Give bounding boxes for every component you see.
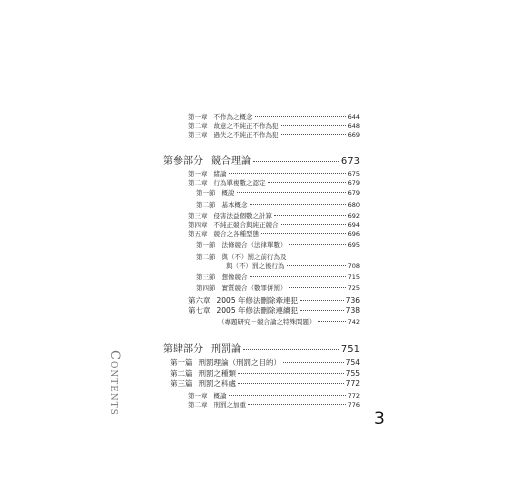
- toc-entry: [188, 220, 360, 229]
- toc-entry-title: 概論: [213, 392, 227, 400]
- toc-entry: [196, 283, 360, 292]
- toc-entry-title: 刑罰論: [211, 344, 241, 355]
- toc-entry: [163, 152, 360, 167]
- toc-entry-label: 第二節: [196, 201, 216, 209]
- toc-entry: [188, 305, 360, 316]
- toc-entry-label: 第肆部分: [163, 344, 203, 355]
- toc-entry: [196, 261, 360, 270]
- toc-entry-title: 刑罰之種類: [198, 369, 236, 378]
- dot-leader: [243, 349, 339, 350]
- toc-entry-title: （專題研究－競合論之特殊問題）: [218, 318, 316, 326]
- toc-entry-page: 669: [347, 131, 360, 139]
- toc-entry-label: 第一篇: [170, 358, 193, 367]
- toc-entry: [188, 112, 360, 121]
- toc-entry: [170, 378, 360, 389]
- toc-entry-label: 第四章: [188, 221, 208, 229]
- toc-entry-label: 第七章: [188, 306, 211, 315]
- toc-entry-label: 第五章: [188, 230, 208, 238]
- toc-entry-title: 與（不）罰之後行為: [226, 262, 285, 270]
- toc-entry-title: 刑罰理論（刑罰之目的）: [198, 358, 281, 367]
- toc-entry-page: 648: [347, 122, 360, 130]
- toc-entry-title: 想像競合: [221, 273, 248, 281]
- toc-entry-page: 679: [347, 179, 360, 187]
- toc-entry-page: 754: [345, 358, 360, 367]
- toc-entry-title: 侵害法益個數之計算: [213, 212, 272, 220]
- toc-entry-page: 696: [347, 230, 360, 238]
- toc-entry-label: 第一章: [188, 170, 208, 178]
- toc-entry-title: 實質競合（數罪併罰）: [221, 284, 287, 292]
- toc-entry-page: 692: [347, 212, 360, 220]
- toc-entry-label: 第二篇: [170, 369, 193, 378]
- dot-leader: [281, 134, 346, 135]
- toc-entry-page: 772: [345, 379, 360, 388]
- dot-leader: [250, 204, 346, 205]
- dot-leader: [318, 321, 346, 322]
- contents-side-label: Contents: [107, 350, 122, 416]
- toc-entry-label: 第三章: [188, 131, 208, 139]
- toc-entry: [163, 340, 360, 355]
- toc-entry-label: 第二章: [188, 122, 208, 130]
- toc-entry-label: 第二章: [188, 401, 208, 409]
- toc-entry-page: 725: [347, 284, 360, 292]
- dot-leader: [261, 233, 346, 234]
- toc-entry-page: 772: [347, 392, 360, 400]
- toc-entry-title: 基本概念: [221, 201, 248, 209]
- dot-leader: [300, 300, 344, 301]
- dot-leader: [253, 161, 339, 162]
- toc-entry-page: 776: [347, 401, 360, 409]
- toc-entry-label: 第三節: [196, 273, 216, 281]
- toc-entry-page: 755: [345, 369, 360, 378]
- toc-entry: [188, 178, 360, 187]
- toc-entry-title: 2005 年修法刪除牽連犯: [216, 296, 298, 305]
- toc-entry: [196, 240, 360, 249]
- dot-leader: [229, 173, 346, 174]
- toc-entry: [196, 252, 360, 261]
- dot-leader: [229, 395, 346, 396]
- toc-entry-page: 694: [347, 221, 360, 229]
- toc-entry-page: 708: [347, 262, 360, 270]
- dot-leader: [281, 224, 346, 225]
- toc-entry-title: 緒論: [213, 170, 227, 178]
- toc-entry: [196, 272, 360, 281]
- toc-entry-title: 故意之不純正不作為犯: [213, 122, 279, 130]
- toc-entry-label: 第三章: [188, 212, 208, 220]
- toc-entry: [188, 400, 360, 409]
- toc-entry-page: 742: [347, 318, 360, 326]
- dot-leader: [289, 287, 346, 288]
- dot-leader: [255, 116, 346, 117]
- toc-entry-page: 738: [345, 306, 360, 315]
- dot-leader: [287, 265, 346, 266]
- toc-entry-title: 刑罰之加重: [213, 401, 246, 409]
- toc-entry-page: 751: [340, 344, 360, 355]
- toc-entry-label: 第一節: [196, 189, 216, 197]
- dot-leader: [238, 373, 344, 374]
- toc-entry: [170, 357, 360, 368]
- toc-entry-page: 736: [345, 296, 360, 305]
- toc-entry-label: 第三篇: [170, 379, 193, 388]
- dot-leader: [289, 244, 346, 245]
- toc-entry-page: 695: [347, 241, 360, 249]
- dot-leader: [248, 404, 346, 405]
- toc-entry: [188, 229, 360, 238]
- toc-entry-label: 第二節: [196, 253, 216, 261]
- toc-entry: [188, 317, 360, 326]
- dot-leader: [238, 383, 344, 384]
- toc-entry-title: 不作為之概念: [213, 113, 253, 121]
- toc-entry-page: 673: [340, 156, 360, 167]
- toc-entry-label: 第六章: [188, 296, 211, 305]
- toc-entry-title: 2005 年修法刪除連續犯: [216, 306, 298, 315]
- toc-entry-title: 與（不）罰之前行為及: [221, 253, 287, 261]
- toc-entry-label: 第二章: [188, 179, 208, 187]
- toc-entry: [196, 188, 360, 197]
- toc-entry-page: 715: [347, 273, 360, 281]
- dot-leader: [300, 310, 344, 311]
- page-number: 3: [374, 409, 385, 429]
- dot-leader: [281, 125, 346, 126]
- toc-entry-title: 不純正競合與純正競合: [213, 221, 279, 229]
- dot-leader: [237, 192, 346, 193]
- dot-leader: [274, 215, 346, 216]
- toc-entry: [196, 200, 360, 209]
- toc-entry-page: 675: [347, 170, 360, 178]
- toc-entry: [188, 391, 360, 400]
- toc-entry-label: 第參部分: [163, 156, 203, 167]
- toc-entry-label: 第一章: [188, 392, 208, 400]
- toc-entry: [188, 211, 360, 220]
- toc-entry-title: 行為單複數之認定: [213, 179, 266, 187]
- toc-entry-title: 刑罰之科處: [198, 379, 236, 388]
- toc-entry-label: 第四節: [196, 284, 216, 292]
- toc-entry-title: 法條競合（法律單數）: [221, 241, 287, 249]
- toc-entry-title: 過失之不純正不作為犯: [213, 131, 279, 139]
- dot-leader: [268, 182, 346, 183]
- dot-leader: [250, 276, 346, 277]
- toc-entry-title: 競合理論: [211, 156, 251, 167]
- toc-entry-page: 680: [347, 201, 360, 209]
- toc-entry: [188, 169, 360, 178]
- toc-entry: [188, 121, 360, 130]
- toc-entry-label: 第一章: [188, 113, 208, 121]
- toc-entry-title: 競合之各種型態: [213, 230, 259, 238]
- toc-entry-title: 概說: [221, 189, 235, 197]
- toc-entry-page: 644: [347, 113, 360, 121]
- toc-entry-label: 第一節: [196, 241, 216, 249]
- toc-entry-page: 679: [347, 189, 360, 197]
- toc-entry: [188, 130, 360, 139]
- dot-leader: [283, 362, 344, 363]
